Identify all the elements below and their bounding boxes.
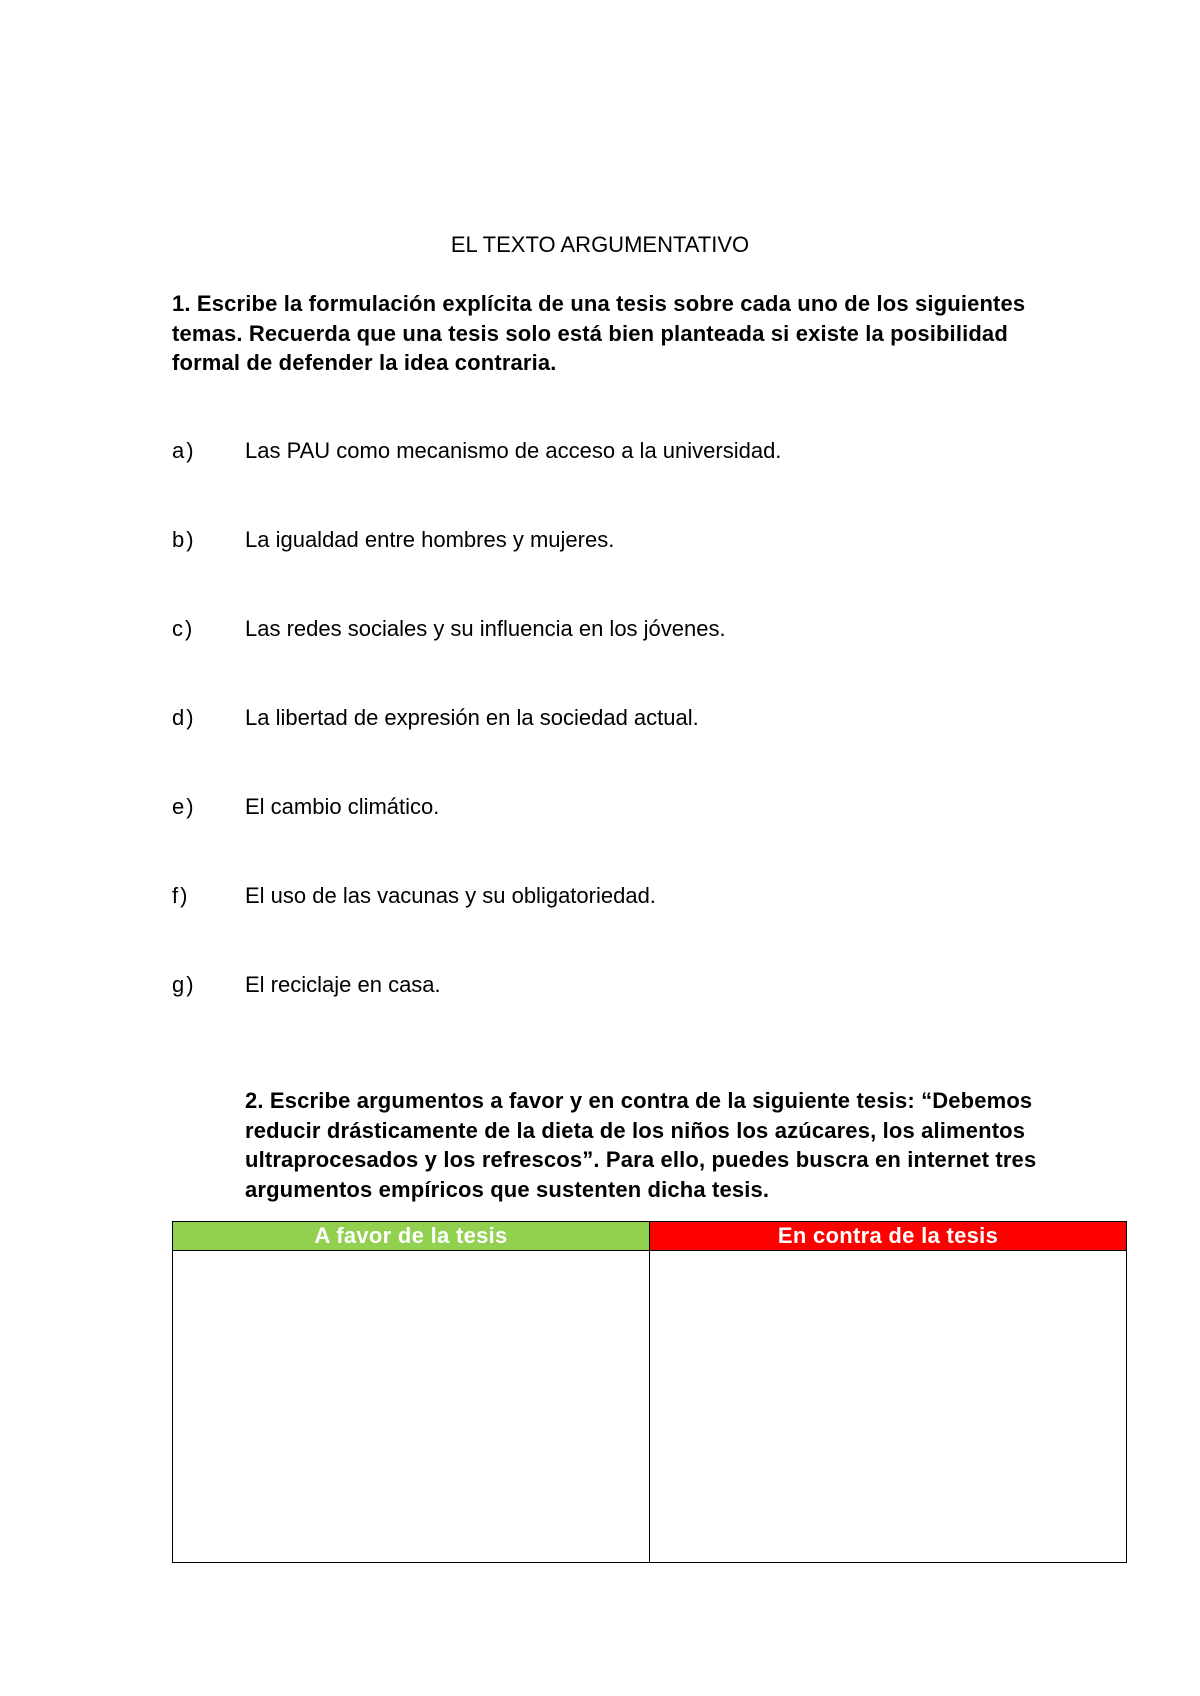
- favor-answer-cell[interactable]: [173, 1251, 650, 1563]
- table-header-row: [173, 1222, 1127, 1251]
- question-2-line: argumentos empíricos que sustenten dicha tesis.: [245, 1176, 770, 1202]
- list-item-letter: d): [172, 705, 196, 730]
- list-item-text: Las PAU como mecanismo de acceso a la universidad.: [245, 438, 782, 463]
- list-item-letter: f): [172, 883, 190, 908]
- question-2: [245, 1086, 1125, 1204]
- list-item: [172, 883, 1112, 972]
- question-2-line: ultraprocesados y los refrescos”. Para ello, puedes buscra en internet tres: [245, 1147, 1037, 1172]
- list-item-text: El reciclaje en casa.: [245, 972, 441, 997]
- question-2-line: 2. Escribe argumentos a favor y en contra de la siguiente tesis: “Debemos: [245, 1088, 1033, 1113]
- question-1: [172, 289, 1112, 378]
- list-item-letter: c): [172, 616, 195, 641]
- question-1-line: 1. Escribe la formulación explícita de una tesis sobre cada uno de los siguientes: [172, 291, 1026, 316]
- list-item-text: La libertad de expresión en la sociedad actual.: [245, 705, 699, 730]
- list-item: [172, 705, 1112, 794]
- list-item: [172, 438, 1112, 527]
- table-row: [173, 1251, 1127, 1563]
- list-item-text: El uso de las vacunas y su obligatoriedad.: [245, 883, 656, 908]
- list-item-text: El cambio climático.: [245, 794, 440, 819]
- question-1-line: temas. Recuerda que una tesis solo está bien planteada si existe la posibilidad: [172, 320, 1008, 346]
- list-item: [172, 972, 1112, 1061]
- page-title: EL TEXTO ARGUMENTATIVO: [450, 232, 750, 257]
- list-item-letter: e): [172, 794, 196, 819]
- list-item-text: La igualdad entre hombres y mujeres.: [245, 527, 615, 552]
- arguments-table: [172, 1221, 1127, 1563]
- header-contra: En contra de la tesis: [650, 1222, 1127, 1251]
- list-item: [172, 794, 1112, 883]
- list-item-letter: b): [172, 527, 196, 552]
- question-2-line: reducir drásticamente de la dieta de los niños los azúcares, los alimentos: [245, 1117, 1026, 1143]
- contra-answer-cell[interactable]: [650, 1251, 1127, 1563]
- topic-list: [172, 438, 1112, 1061]
- list-item-letter: g): [172, 972, 196, 997]
- list-item-text: Las redes sociales y su influencia en los jóvenes.: [245, 616, 726, 641]
- list-item-letter: a): [172, 438, 196, 463]
- question-1-line: formal de defender la idea contraria.: [172, 350, 557, 375]
- header-favor: A favor de la tesis: [173, 1222, 650, 1251]
- list-item: [172, 616, 1112, 705]
- list-item: [172, 527, 1112, 616]
